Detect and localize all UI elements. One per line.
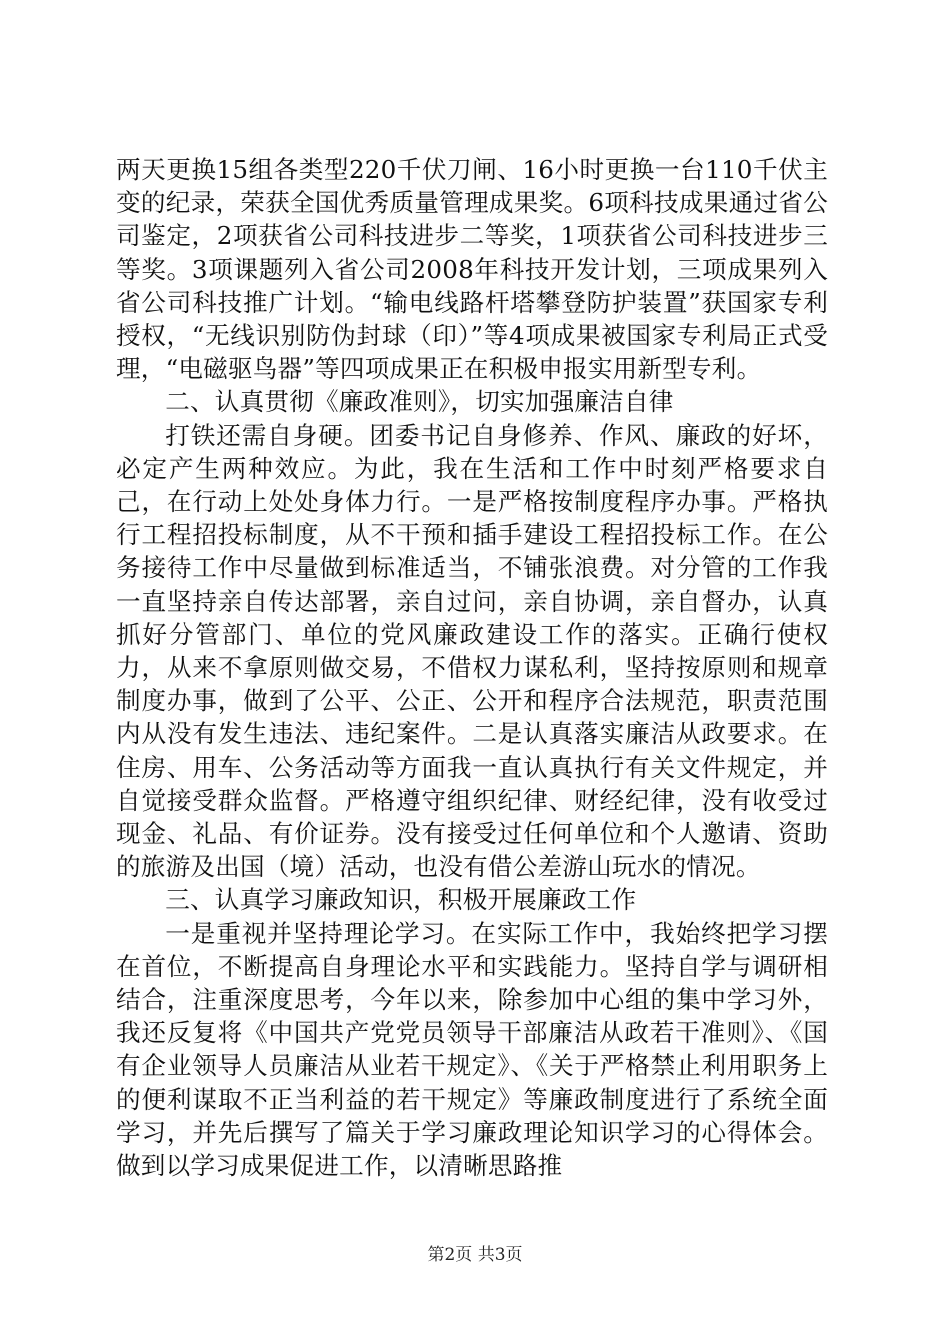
paragraph-continuation: 两天更换15组各类型220千伏刀闸、16小时更换一台110千伏主变的纪录，荣获全国优秀质量管理成果奖。6项科技成果通过省公司鉴定，2项获省公司科技进步二等奖，1项获省公司科技进步三等奖。3项课题列入省公司2008年科技开发计划，三项成果列入省公司科技推广计划。“输电线路杆塔攀登防护装置”获国家专利授权，“无线识别防伪封球（印）”等4项成果被国家专利局正式受理，“电磁驱鸟器”等四项成果正在积极申报实用新型专利。 — [116, 155, 828, 384]
section-heading-2: 二、认真贯彻《廉政准则》，切实加强廉洁自律 — [165, 387, 674, 417]
paragraph-self-discipline: 打铁还需自身硬。团委书记自身修养、作风、廉政的好坏，必定产生两种效应。为此，我在生活和工作中时刻严格要求自己，在行动上处处身体力行。一是严格按制度程序办事。严格执行工程招投标制度，从不干预和插手建设工程招投标工作。在公务接待工作中尽量做到标准适当，不铺张浪费。对分管的工作我一直坚持亲自传达部署，亲自过问，亲自协调，亲自督办，认真抓好分管部门、单位的党风廉政建设工作的落实。正确行使权力，从来不拿原则做交易，不借权力谋私利，坚持按原则和规章制度办事，做到了公平、公正、公开和程序合法规范，职责范围内从没有发生违法、违纪案件。二是认真落实廉洁从政要求。在住房、用车、公务活动等方面我一直认真执行有关文件规定，并自觉接受群众监督。严格遵守组织纪律、财经纪律，没有收受过现金、礼品、有价证券。没有接受过任何单位和个人邀请、资助的旅游及出国（境）活动，也没有借公差游山玩水的情况。 — [116, 420, 828, 882]
page-footer: 第2页 共3页 — [427, 1245, 523, 1265]
document-body — [116, 153, 828, 1182]
section-heading-3: 三、认真学习廉政知识，积极开展廉政工作 — [165, 885, 637, 915]
paragraph-study: 一是重视并坚持理论学习。在实际工作中，我始终把学习摆在首位，不断提高自身理论水平和实践能力。坚持自学与调研相结合，注重深度思考，今年以来，除参加中心组的集中学习外，我还反复将《中国共产党党员领导干部廉洁从政若干准则》、《国有企业领导人员廉洁从业若干规定》、《关于严格禁止利用职务上的便利谋取不正当利益的若干规定》等廉政制度进行了系统全面学习，并先后撰写了篇关于学习廉政理论知识学习的心得体会。做到以学习成果促进工作，以清晰思路推 — [116, 918, 828, 1181]
